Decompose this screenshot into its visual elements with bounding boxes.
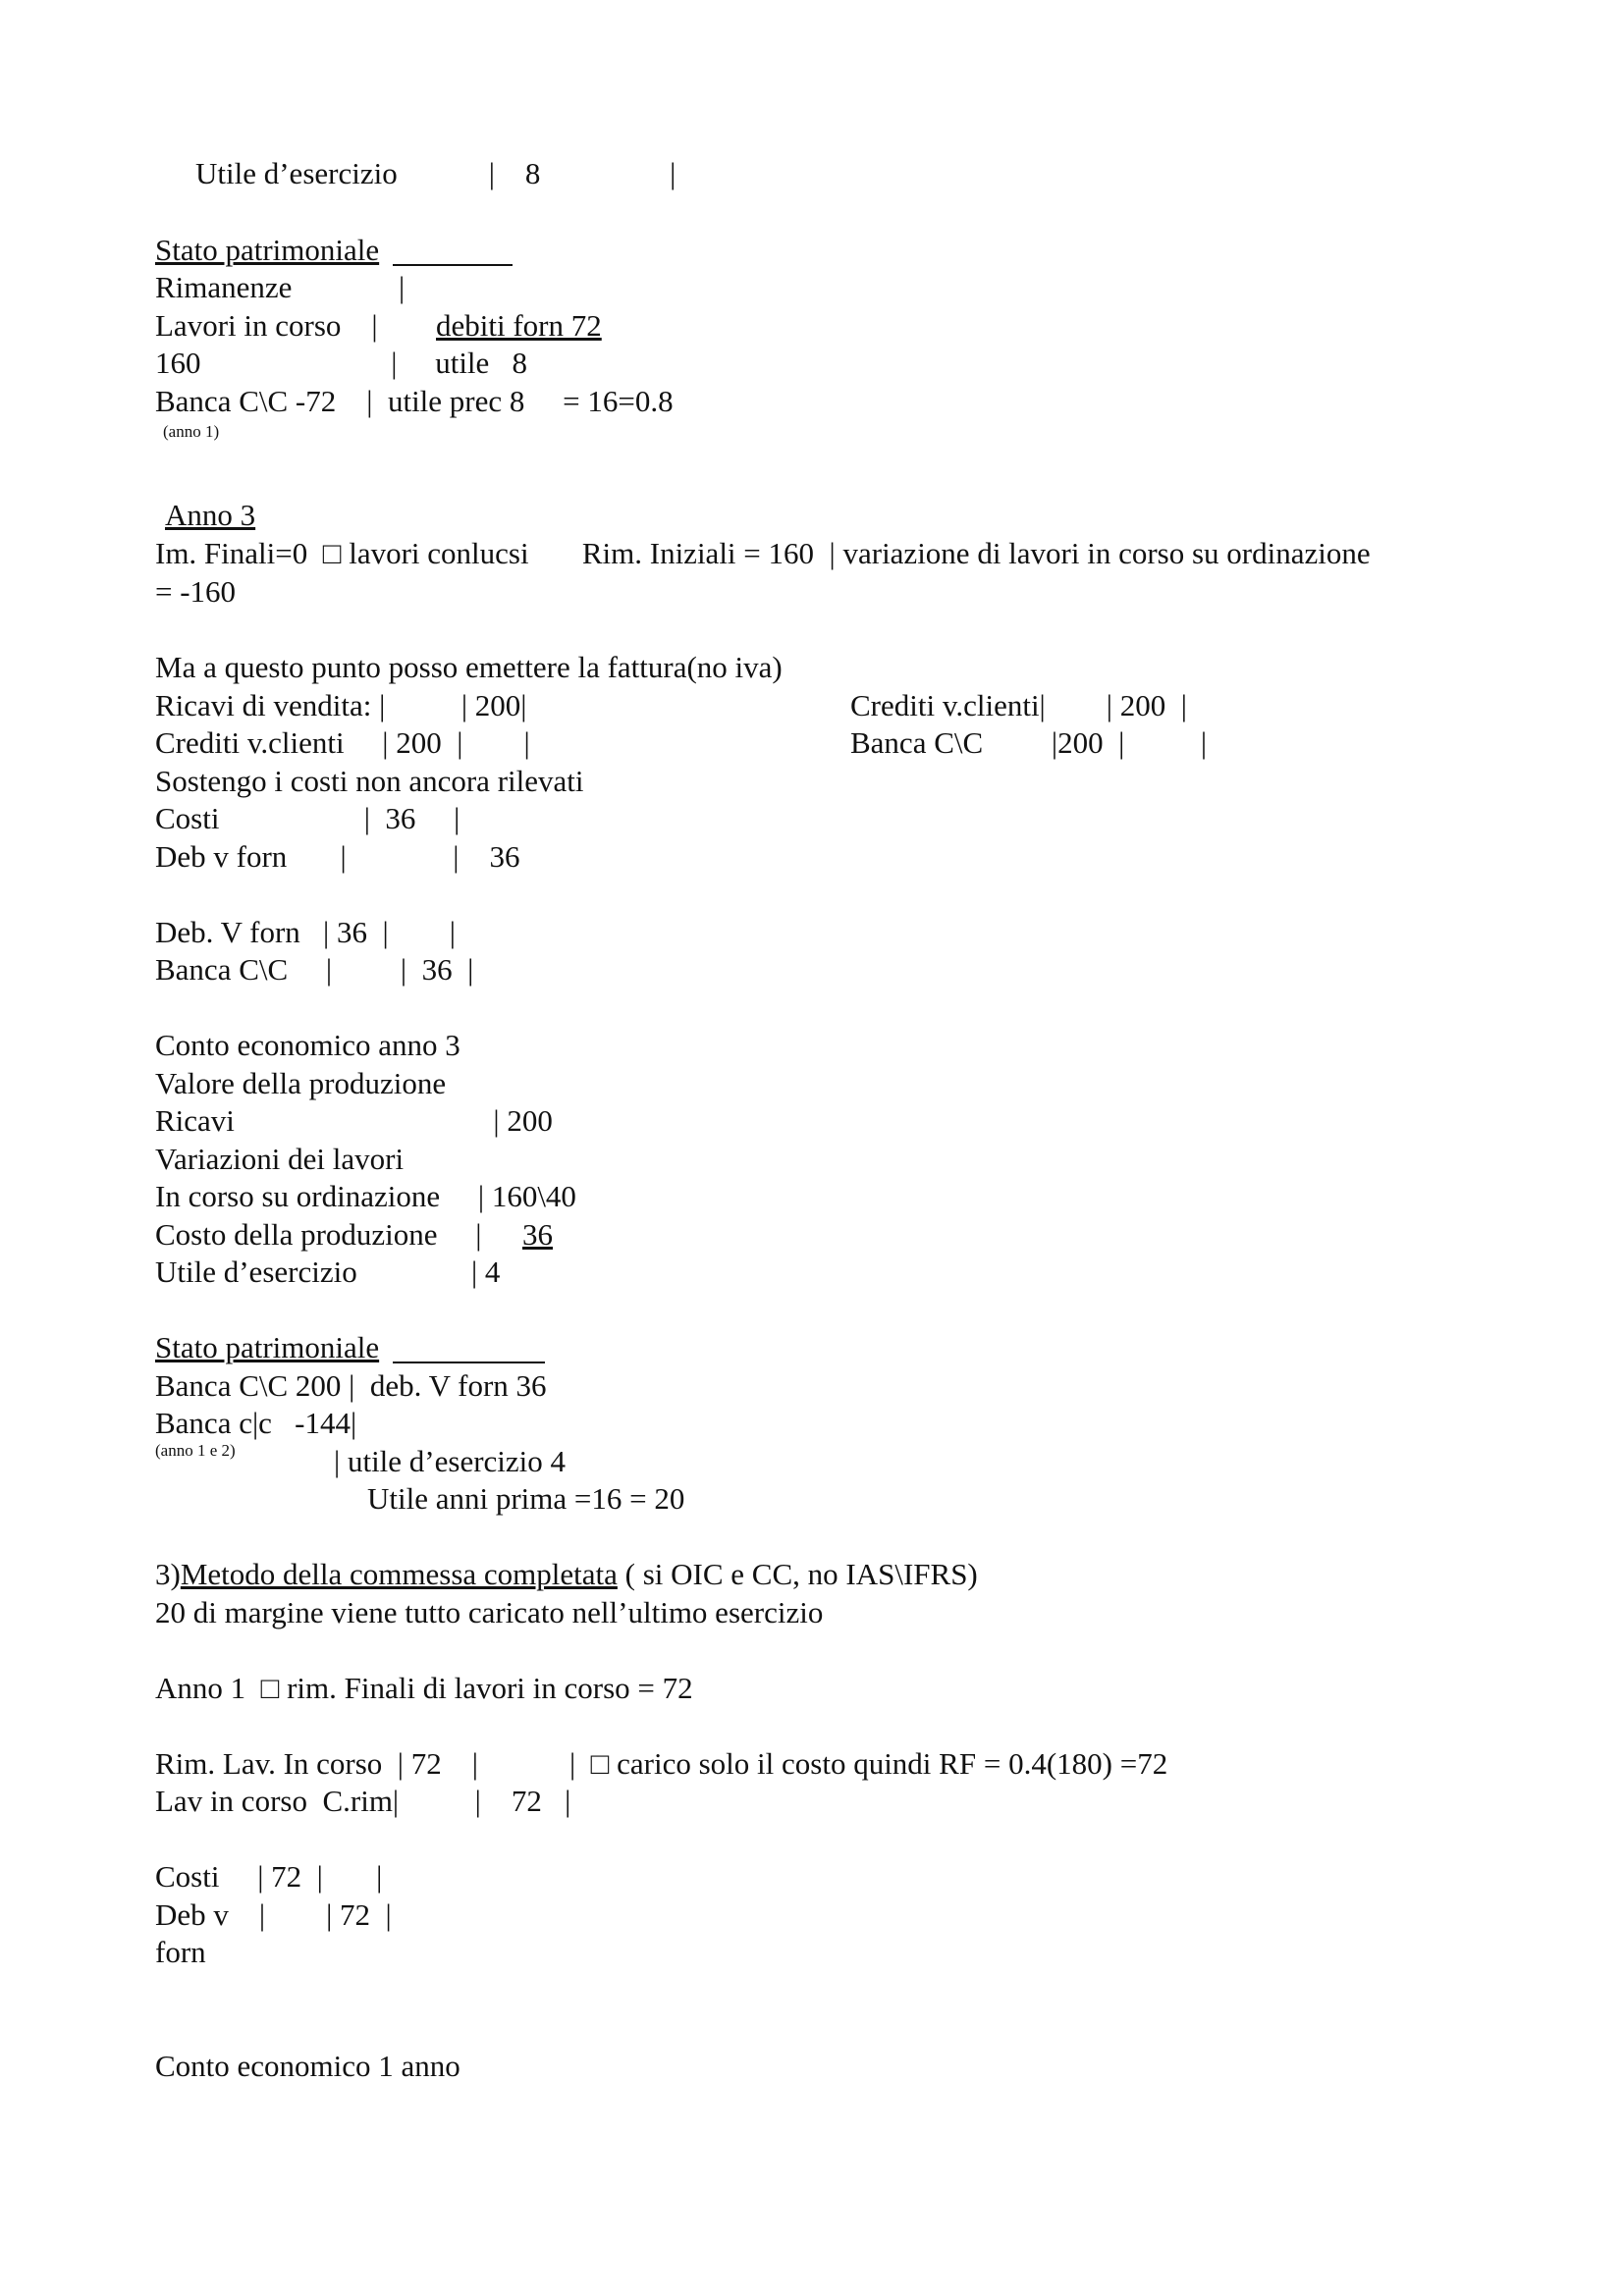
ce3-variazioni: Variazioni dei lavori (155, 1142, 405, 1176)
banca-36-entry: Banca C\C | | 36 | (155, 952, 474, 987)
sp2-utile-anni: Utile anni prima =16 = 20 (367, 1481, 685, 1516)
title-underline-2 (393, 1362, 545, 1363)
ce3-utile: Utile d’esercizio | 4 (155, 1255, 501, 1289)
ricavi-entry: Ricavi di vendita: | | 200| (155, 688, 527, 722)
sp2-anno12-note: (anno 1 e 2) (155, 1441, 236, 1460)
sp2-banca-cc: Banca c|c -144| (155, 1406, 357, 1440)
ce3-costo: Costo della produzione | (155, 1217, 482, 1252)
utile-line: Utile d’esercizio | 8 | (195, 156, 676, 190)
sp-rimanenze: Rimanenze | (155, 270, 406, 304)
costi-36-entry: Costi | 36 | (155, 801, 460, 835)
anno3-variazione-result: = -160 (155, 574, 237, 609)
deb-forn-36-entry: Deb v forn | | 36 (155, 839, 520, 874)
margine-line: 20 di margine viene tutto caricato nell’ultimo esercizio (155, 1595, 824, 1629)
stato-patrimoniale-2-title: Stato patrimoniale (155, 1330, 380, 1364)
ce3-in-corso: In corso su ordinazione | 160\40 (155, 1179, 576, 1213)
anno3-heading: Anno 3 (165, 498, 256, 532)
metodo-number: 3) (155, 1557, 181, 1591)
anno3-im-finali: Im. Finali=0 □ lavori conlucsi Rim. Iniziali = 160 | variazione di lavori in corso su ordinazione (155, 536, 1371, 570)
stato-patrimoniale-title: Stato patrimoniale (155, 233, 380, 267)
sostengo-line: Sostengo i costi non ancora rilevati (155, 764, 584, 798)
sp2-utile: | utile d’esercizio 4 (334, 1444, 567, 1478)
rim-lav-entry: Rim. Lav. In corso | 72 | | □ carico solo il costo quindi RF = 0.4(180) =72 (155, 1746, 1168, 1781)
ce3-ricavi: Ricavi | 200 (155, 1103, 553, 1138)
ce3-title: Conto economico anno 3 (155, 1028, 460, 1062)
deb-v-72-entry: Deb v | | 72 | (155, 1897, 392, 1932)
ce3-costo-value: 36 (522, 1217, 553, 1252)
metodo-title: Metodo della commessa completata (180, 1557, 618, 1591)
crediti-entry-right: Crediti v.clienti| | 200 | (850, 688, 1187, 722)
sp2-banca: Banca C\C 200 | deb. V forn 36 (155, 1368, 547, 1403)
sp-lavori-in-corso: Lavori in corso | (155, 308, 378, 343)
crediti-entry: Crediti v.clienti | 200 | | (155, 725, 530, 760)
fattura-line: Ma a questo punto posso emettere la fattura(no iva) (155, 650, 783, 684)
anno1-line: Anno 1 □ rim. Finali di lavori in corso = 72 (155, 1671, 693, 1705)
title-underline (393, 264, 513, 266)
sp-banca: Banca C\C -72 | utile prec 8 = 16=0.8 (155, 384, 674, 418)
deb-v-forn-36-entry: Deb. V forn | 36 | | (155, 915, 456, 949)
sp-160-utile: 160 | utile 8 (155, 346, 528, 380)
ce3-valore: Valore della produzione (155, 1066, 447, 1100)
lav-corso-entry: Lav in corso C.rim| | 72 | (155, 1784, 571, 1818)
costi-72-entry: Costi | 72 | | (155, 1859, 383, 1894)
sp-debiti-forn: debiti forn 72 (436, 308, 602, 343)
ce1-title: Conto economico 1 anno (155, 2049, 460, 2083)
metodo-note: ( si OIC e CC, no IAS\IFRS) (617, 1557, 978, 1591)
forn-line: forn (155, 1935, 206, 1969)
banca-entry-right: Banca C\C |200 | | (850, 725, 1208, 760)
sp-anno1-note: (anno 1) (163, 422, 220, 441)
metodo-heading (155, 1556, 978, 1593)
